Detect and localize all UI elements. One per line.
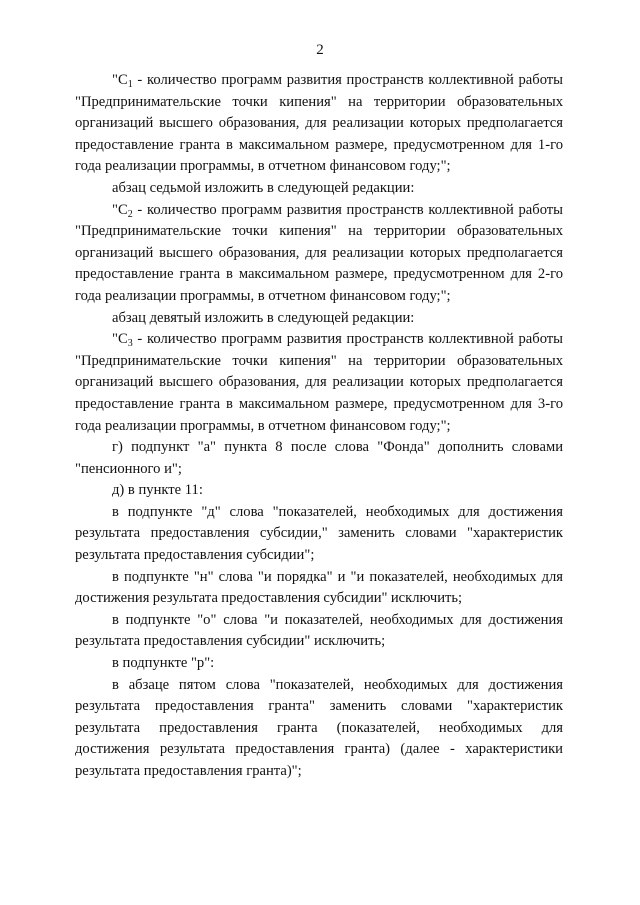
paragraph-subitem-n: в подпункте "н" слова "и порядка" и "и показателей, необходимых для достижения результата предоставления субсидии" исключить; [75,568,563,607]
paragraph-item-g: г) подпункт "а" пункта 8 после слова "Фонда" дополнить словами "пенсионного и"; [75,439,563,477]
page-number: 2 [316,42,324,58]
paragraph-seventh-abzac-instruction: абзац седьмой изложить в следующей редакции: [112,179,415,196]
variable-index-subscript: 1 [127,79,133,90]
paragraph-subitem-d: в подпункте "д" слова "показателей, необходимых для достижения результата предоставления субсидии," заменить словами "характеристик результата предоставления субсидии"; [75,503,563,564]
variable-index-subscript: 3 [127,338,133,350]
paragraph-ninth-abzac-instruction: абзац девятый изложить в следующей редакции: [112,309,415,326]
document-body [75,70,563,783]
paragraph-subitem-o: в подпункте "о" слова "и показателей, необходимых для достижения результата предоставления субсидии" исключить; [75,611,563,650]
variable-index-subscript: 2 [127,208,133,220]
paragraph-fifth-abzac-replacement: в абзаце пятом слова "показателей, необходимых для достижения результата предоставления гранта" заменить словами "характеристик результата предоставления гранта (показателей, необходимых для достижения результата предоставления гранта) (далее - характеристики результата предоставления гранта)"; [75,676,563,779]
paragraph-c1-definition: "$C_1$ - количество программ развития пространств коллективной работы "Предпринимательские точки кипения" на территории образовательных организаций высшего образования, для реализации которых предполагается предоставление гранта в максимальном размере, предусмотренном для 1-го года реализации программы, в отчетном финансовом году;"; [75,72,563,175]
paragraph-c3-definition: "$C_3$ - количество программ развития пространств коллективной работы "Предпринимательские точки кипения" на территории образовательных организаций высшего образования, для реализации которых предполагается предоставление гранта в максимальном размере, предусмотренном для 3-го года реализации программы, в отчетном финансовом году;"; [75,331,563,434]
paragraph-item-d: д) в пункте 11: [112,482,203,499]
paragraph-c2-definition: "$C_2$ - количество программ развития пространств коллективной работы "Предпринимательские точки кипения" на территории образовательных организаций высшего образования, для реализации которых предполагается предоставление гранта в максимальном размере, предусмотренном для 2-го года реализации программы, в отчетном финансовом году;"; [75,201,563,304]
paragraph-subitem-r: в подпункте "р": [112,655,215,672]
